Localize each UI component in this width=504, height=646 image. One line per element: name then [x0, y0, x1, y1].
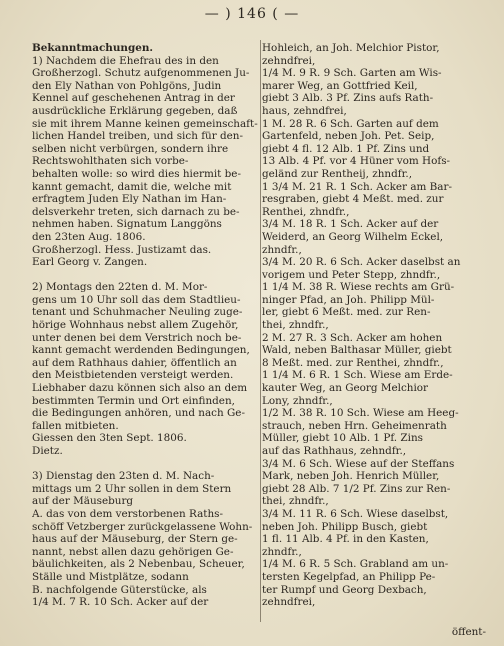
text-line: thei, zhndfr., — [262, 319, 329, 332]
text-line: 3/4 M. 11 R. 6 Sch. Wiese daselbst, — [262, 507, 449, 520]
text-line: giebt 4 fl. 12 Alb. 1 Pf. Zins und — [262, 142, 430, 155]
text-line: Liebhaber dazu können sich also an dem — [32, 382, 248, 395]
text-line: 1/4 M. 9 R. 9 Sch. Garten am Wis- — [262, 67, 442, 80]
left-column — [32, 42, 258, 609]
text-line: 3/4 M. 18 R. 1 Sch. Acker auf der — [262, 218, 439, 231]
text-line: zehndfrei, — [262, 596, 316, 609]
catchword: öffent- — [451, 626, 486, 638]
text-line: A. das von dem verstorbenen Raths- — [32, 507, 223, 520]
text-line: fallen mitbieten. — [32, 419, 119, 432]
text-line: 1) Nachdem die Ehefrau des in den — [32, 54, 219, 67]
page-header: — ) 146 ( — — [204, 6, 300, 22]
text-line: zhndfr., — [262, 243, 302, 256]
text-line: 3/4 M. 20 R. 6 Sch. Acker daselbst an — [262, 256, 461, 269]
text-line: Giessen den 3ten Sept. 1806. — [32, 432, 187, 445]
text-line: Weiderd, an Georg Wilhelm Eckel, — [262, 230, 444, 243]
text-line: 1/4 M. 7 R. 10 Sch. Acker auf der — [32, 596, 209, 609]
text-line: sie mit ihrem Manne keinen gemeinschaft- — [32, 117, 258, 130]
text-line: unter denen bei dem Verstrich noch be- — [32, 331, 242, 344]
text-line: Lony, zhndfr., — [262, 394, 333, 407]
text-line: B. nachfolgende Güterstücke, als — [32, 583, 207, 596]
text-line: haus auf der Mäuseburg, der Stern ge- — [32, 533, 238, 546]
text-line: 2) Montags den 22ten d. M. Mor- — [32, 281, 208, 294]
text-line: bäulichkeiten, als 2 Nebenbau, Scheuer, — [32, 558, 245, 571]
text-line: auf das Rathhaus, zehndfr., — [262, 445, 407, 457]
text-line: delsverkehr treten, sich darnach zu be- — [32, 205, 240, 218]
text-line: strauch, neben Hrn. Geheimenrath — [262, 419, 447, 432]
text-line: Dietz. — [32, 445, 63, 457]
text-line: den Ely Nathan von Pohlgöns, Judin — [32, 79, 222, 92]
text-line — [32, 458, 258, 471]
text-line: neben Joh. Philipp Busch, giebt — [262, 520, 428, 533]
text-line — [32, 269, 258, 282]
text-line: zehndfrei, — [262, 54, 316, 67]
text-line: hörige Wohnhaus nebst allem Zugehör, — [32, 319, 239, 332]
text-line: Mark, neben Joh. Henrich Müller, — [262, 470, 440, 483]
text-line: 3) Dienstag den 23ten d. M. Nach- — [32, 470, 215, 483]
text-line: Müller, giebt 10 Alb. 1 Pf. Zins — [262, 432, 423, 445]
text-line: kannt gemacht werdenden Bedingungen, — [32, 344, 250, 357]
text-line: 3/4 M. 6 Sch. Wiese auf der Steffans — [262, 457, 455, 470]
text-line: ausdrückliche Erklärung gegeben, daß — [32, 104, 238, 117]
text-line: 1 1/4 M. 38 R. Wiese rechts am Grü- — [262, 281, 455, 294]
column-divider — [260, 40, 261, 622]
text-line: 1 fl. 11 Alb. 4 Pf. in den Kasten, — [262, 533, 429, 546]
text-line: Großherzogl. Schutz aufgenommenen Ju- — [32, 67, 250, 80]
text-line: Earl Georg v. Zangen. — [32, 256, 148, 269]
text-line: erfragtem Juden Ely Nathan im Han- — [32, 193, 227, 206]
text-line: Rechtswohlthaten sich vorbe- — [32, 155, 189, 168]
text-line: geländ zur Rentheij, zhndfr., — [262, 167, 413, 180]
text-line: bestimmten Termin und Ort einfinden, — [32, 394, 235, 407]
text-line: den Meistbietenden versteigt werden. — [32, 369, 234, 382]
text-line: auf der Mäuseburg — [32, 495, 134, 508]
text-line: nehmen haben. Signatum Langgöns — [32, 218, 222, 231]
text-line: Ställe und Mistplätze, sodann — [32, 570, 189, 583]
text-line: ter Rumpf und Georg Dexbach, — [262, 583, 427, 596]
text-line: 2 M. 27 R. 3 Sch. Acker am hohen — [262, 331, 443, 344]
text-line: 13 Alb. 4 Pf. vor 4 Hüner vom Hofs- — [262, 155, 451, 168]
text-line: Hohleich, an Joh. Melchior Pistor, — [262, 42, 440, 54]
text-line: Gartenfeld, neben Joh. Pet. Seip, — [262, 130, 435, 143]
text-line: zhndfr., — [262, 545, 302, 558]
text-line: lichen Handel treiben, und sich für den- — [32, 130, 244, 143]
text-line: resgraben, giebt 4 Meßt. med. zur — [262, 193, 444, 206]
text-line: Großherzogl. Hess. Justizamt das. — [32, 243, 212, 256]
text-line: kauter Weg, an Georg Melchior — [262, 382, 429, 395]
text-line: behalten wolle: so wird dies hiermit be- — [32, 167, 241, 180]
text-line: gens um 10 Uhr soll das dem Stadtlieu- — [32, 293, 241, 306]
text-line: Kennel auf geschehenen Antrag in der — [32, 92, 235, 105]
text-line: den 23ten Aug. 1806. — [32, 230, 146, 243]
text-line: vorigem und Peter Stepp, zhndfr., — [262, 268, 441, 281]
text-line: auf dem Rathhaus dahier, öffentlich an — [32, 356, 237, 369]
text-line: mittags um 2 Uhr sollen in dem Stern — [32, 482, 232, 495]
text-line: thei, zhndfr., — [262, 495, 329, 508]
right-column — [262, 42, 494, 609]
text-line: kannt gemacht, damit die, welche mit — [32, 180, 232, 193]
text-line: 8 Meßt. med. zur Renthei, zhndfr., — [262, 356, 444, 369]
text-line: giebt 3 Alb. 3 Pf. Zins aufs Rath- — [262, 92, 434, 105]
text-line: 1 3/4 M. 21 R. 1 Sch. Acker am Bar- — [262, 180, 452, 193]
text-line: giebt 28 Alb. 7 1/2 Pf. Zins zur Ren- — [262, 482, 451, 495]
text-line: schöff Vetzberger zurückgelassene Wohn- — [32, 520, 253, 533]
text-line: Renthei, zhndfr., — [262, 205, 350, 218]
text-line: tenant und Schuhmacher Neuling zuge- — [32, 306, 243, 319]
text-line: selben nicht verbürgen, sondern ihre — [32, 142, 229, 155]
text-line: die Bedingungen anhören, und nach Ge- — [32, 407, 245, 420]
text-line: nannt, nebst allen dazu gehörigen Ge- — [32, 545, 234, 558]
text-line: 1/4 M. 6 R. 5 Sch. Grabland am un- — [262, 558, 449, 571]
text-line: 1 1/4 M. 6 R. 1 Sch. Wiese am Erde- — [262, 369, 453, 382]
text-line: tersten Kegelpfad, an Philipp Pe- — [262, 570, 436, 583]
text-line: Wald, neben Balthasar Müller, giebt — [262, 344, 452, 357]
text-line: 1/2 M. 38 R. 10 Sch. Wiese am Heeg- — [262, 407, 459, 420]
text-line: ninger Pfad, an Joh. Philipp Mül- — [262, 293, 435, 306]
text-line: 1 M. 28 R. 6 Sch. Garten auf dem — [262, 117, 439, 130]
section-heading: Bekanntmachungen. — [32, 42, 153, 54]
text-line: marer Weg, an Gottfried Keil, — [262, 79, 418, 92]
text-line: ler, giebt 6 Meßt. med. zur Ren- — [262, 306, 431, 319]
text-line: haus, zehndfrei, — [262, 104, 347, 117]
